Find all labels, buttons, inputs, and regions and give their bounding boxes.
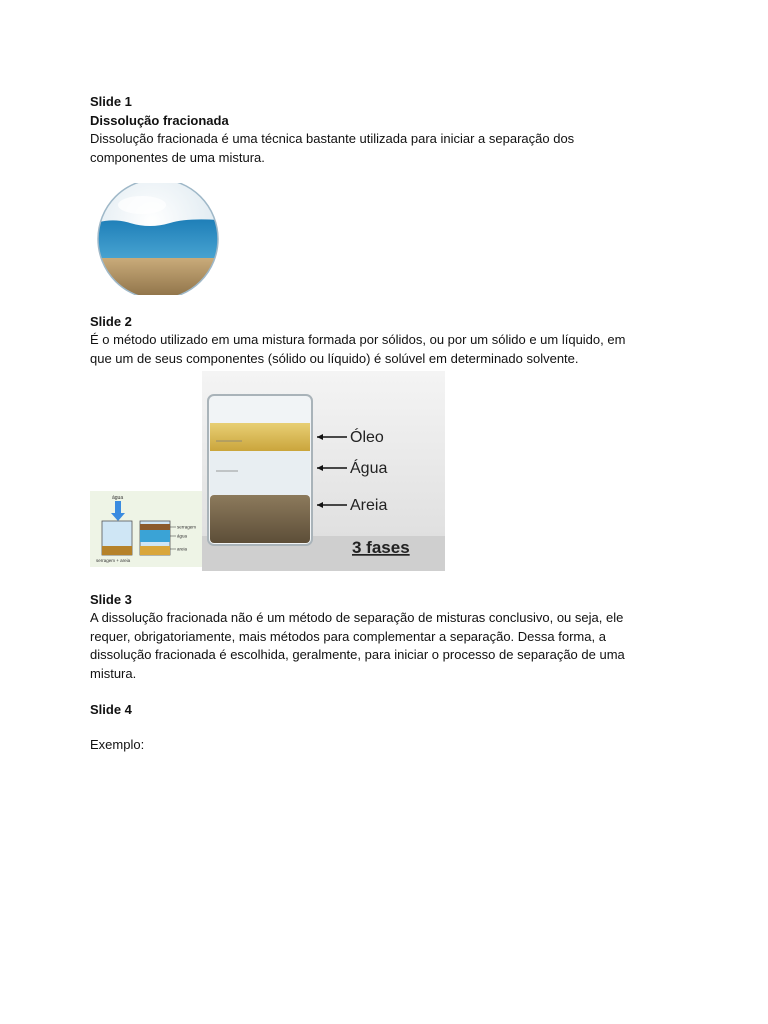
slide2-images [90, 371, 680, 576]
slide4-text: Exemplo: [90, 737, 145, 752]
slide1-text-line1: Dissolução fracionada é uma técnica bastante utilizada para iniciar a separação dos [90, 131, 575, 146]
slide3-text-line1: A dissolução fracionada não é um método de separação de misturas conclusivo, ou seja, ele [90, 610, 624, 625]
three-phases-beaker-image [202, 371, 445, 571]
diagram-label-areia: areia [177, 546, 188, 552]
slide3-text-line3: dissolução fracionada é escolhida, geralmente, para iniciar o processo de separação de uma [90, 647, 625, 662]
label-agua: Água [350, 460, 388, 477]
label-areia: Areia [350, 497, 388, 514]
sand-water-sphere-image [90, 183, 230, 295]
slide3-text-line2: requer, obrigatoriamente, mais métodos para complementar a separação. Dessa forma, a [90, 628, 606, 644]
slide4-label: Slide 4 [90, 702, 132, 717]
slide1-text-line2: componentes de uma mistura. [90, 149, 265, 165]
slide1-heading: Dissolução fracionada [90, 113, 229, 128]
slide2-label: Slide 2 [90, 314, 132, 329]
diagram-label-top: água [112, 495, 124, 501]
slide2-text-line2: que um de seus componentes (sólido ou líquido) é solúvel em determinado solvente. [90, 350, 579, 366]
caption-3-fases: 3 fases [352, 538, 410, 557]
slide2-text-line1: É o método utilizado em uma mistura formada por sólidos, ou por um sólido e um líquido, em [90, 332, 626, 347]
slide3-label: Slide 3 [90, 592, 132, 607]
label-oleo: Óleo [350, 429, 384, 446]
diagram-label-agua: água [177, 533, 188, 539]
document-page [90, 92, 680, 755]
slide3-text-line4: mistura. [90, 665, 137, 681]
diagram-label-bottom: serragem + areia [96, 558, 131, 563]
dissolution-diagram-image [90, 491, 204, 567]
diagram-label-serragem: serragem [177, 524, 197, 530]
slide1-label: Slide 1 [90, 94, 132, 109]
